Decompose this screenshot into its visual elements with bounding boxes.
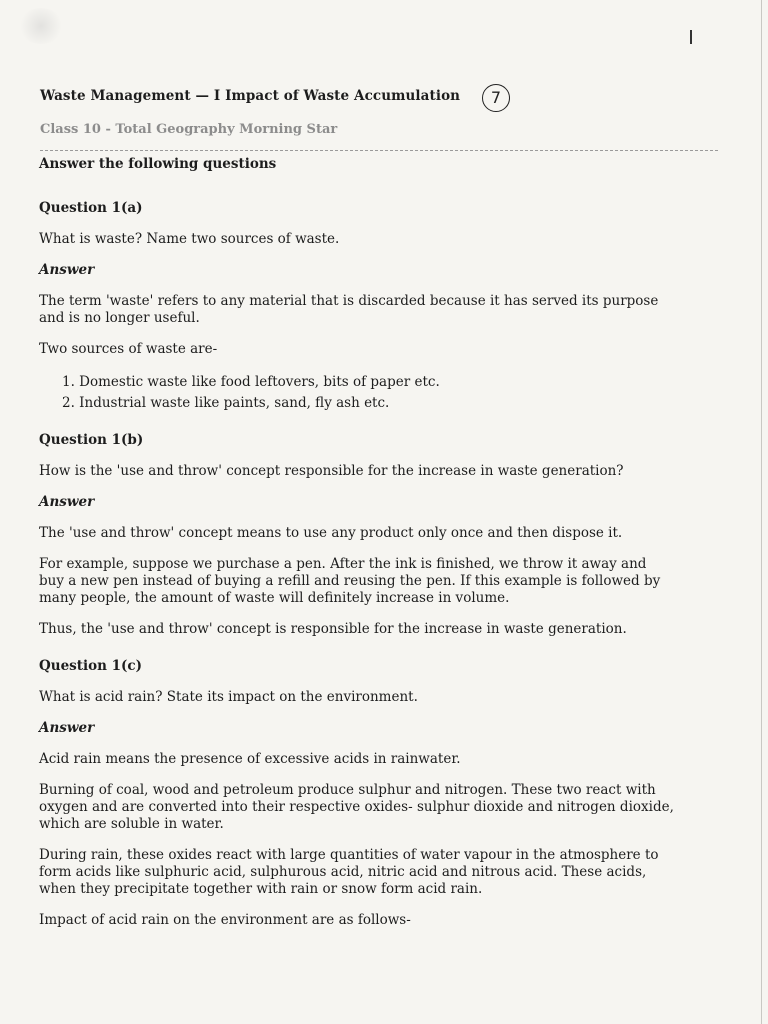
scan-smudge [18, 8, 64, 44]
answer-1c-line: oxygen and are converted into their respective oxides- sulphur dioxide and nitrogen dioxide, [39, 799, 674, 815]
answer-1c-line: Burning of coal, wood and petroleum produce sulphur and nitrogen. These two react with [39, 782, 656, 798]
answer-1c-line: when they precipitate together with rain or snow form acid rain. [39, 881, 483, 897]
corner-mark [690, 30, 692, 44]
question-1c-heading: Question 1(c) [39, 658, 143, 674]
answer-label-1b: Answer [39, 494, 95, 510]
header-divider [40, 150, 718, 151]
answer-label-1a: Answer [39, 262, 95, 278]
answer-1b-line: For example, suppose we purchase a pen. After the ink is finished, we throw it away and [39, 556, 647, 572]
answer-1a-line: The term 'waste' refers to any material that is discarded because it has served its purpose [39, 293, 659, 309]
question-1b-heading: Question 1(b) [39, 432, 144, 448]
answer-1a-line: Two sources of waste are- [39, 341, 218, 357]
list-item: 1. Domestic waste like food leftovers, bits of paper etc. [62, 374, 440, 390]
question-1c-text: What is acid rain? State its impact on the environment. [39, 689, 418, 705]
page-edge [761, 0, 762, 1024]
page-title: Waste Management — I Impact of Waste Accumulation [40, 88, 461, 104]
question-1b-text: How is the 'use and throw' concept responsible for the increase in waste generation? [39, 463, 624, 479]
instructions-heading: Answer the following questions [39, 156, 277, 172]
answer-1b-line: The 'use and throw' concept means to use any product only once and then dispose it. [39, 525, 623, 541]
answer-1c-line: which are soluble in water. [39, 816, 224, 832]
answer-1c-line: Acid rain means the presence of excessive acids in rainwater. [39, 751, 461, 767]
question-1a-heading: Question 1(a) [39, 200, 143, 216]
list-item: 2. Industrial waste like paints, sand, fly ash etc. [62, 395, 390, 411]
answer-1c-line: form acids like sulphuric acid, sulphurous acid, nitric acid and nitrous acid. These acids, [39, 864, 647, 880]
page-number-circle: 7 [482, 84, 510, 112]
answer-1b-line: Thus, the 'use and throw' concept is responsible for the increase in waste generation. [39, 621, 627, 637]
answer-1c-line: Impact of acid rain on the environment are as follows- [39, 912, 411, 928]
answer-1a-line: and is no longer useful. [39, 310, 200, 326]
question-1a-text: What is waste? Name two sources of waste. [39, 231, 340, 247]
answer-1b-line: buy a new pen instead of buying a refill and reusing the pen. If this example is followed by [39, 573, 661, 589]
page-subtitle: Class 10 - Total Geography Morning Star [40, 122, 338, 137]
answer-label-1c: Answer [39, 720, 95, 736]
answer-1b-line: many people, the amount of waste will definitely increase in volume. [39, 590, 510, 606]
answer-1c-line: During rain, these oxides react with large quantities of water vapour in the atmosphere to [39, 847, 659, 863]
